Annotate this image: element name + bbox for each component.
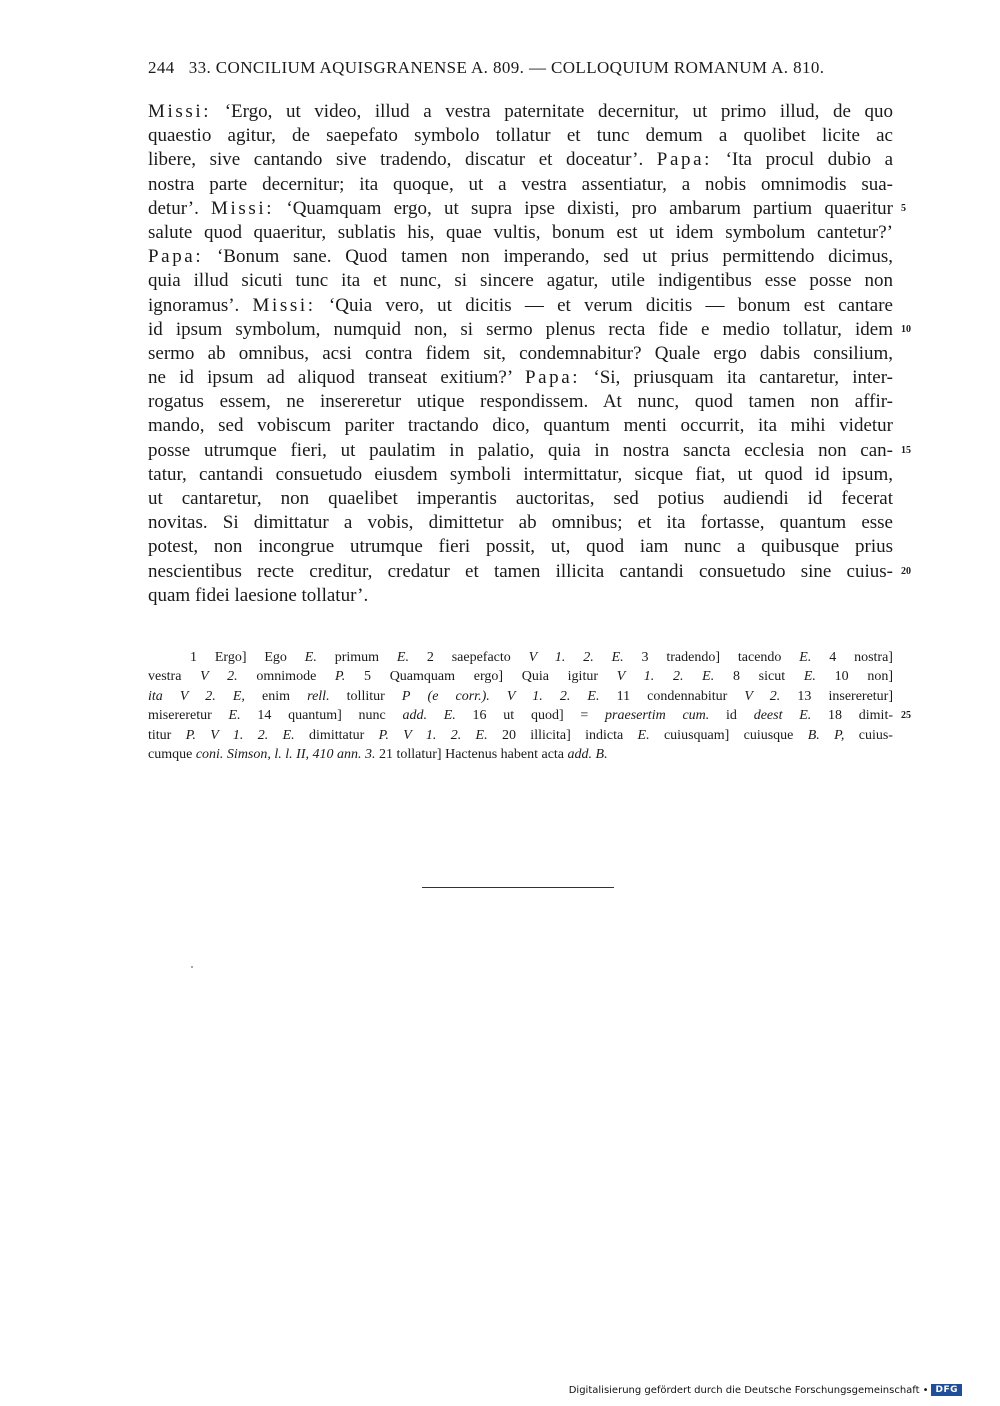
siglum-text: V 2.	[744, 688, 781, 704]
body-line	[148, 584, 893, 608]
text-run: tollitur	[329, 688, 402, 704]
text-run: mando, sed vobiscum pariter tractando dico, quantum menti occurrit, ita mihi videtur	[148, 415, 893, 437]
text-run: ut cantaretur, non quaelibet imperantis auctoritas, sed potius audiendi id fecerat	[148, 488, 893, 509]
text-run: nostra parte decernitur; ita quoque, ut a vestra assentiatur, a nobis omnimodis sua-	[148, 173, 893, 195]
line-number: 20	[901, 565, 911, 577]
text-run: 3 tradendo] tacendo	[623, 650, 800, 665]
text-run: quaestio agitur, de saepefato symbolo tollatur et tunc demum a quolibet licite ac	[148, 125, 893, 147]
speaker-name: Papa:	[148, 246, 204, 268]
line-number: 5	[901, 202, 906, 214]
siglum-text: praesertim cum.	[605, 708, 710, 724]
running-title: 33. CONCILIUM AQUISGRANENSE A. 809. — COLLOQUIUM ROMANUM A. 810.	[188, 58, 825, 77]
apparatus-line	[148, 648, 893, 667]
running-head	[148, 58, 893, 78]
body-line	[148, 173, 893, 197]
dfg-logo-icon: DFG	[931, 1384, 962, 1396]
critical-apparatus	[148, 648, 911, 764]
text-run: 5 Quamquam ergo] Quia igitur	[345, 669, 617, 685]
body-line	[148, 100, 893, 124]
siglum-text: deest E.	[753, 708, 812, 724]
apparatus-line	[148, 706, 911, 725]
siglum-text: P. V 1. 2. E.	[378, 727, 488, 743]
text-run: salute quod quaeritur, sublatis his, quae vultis, bonum est ut idem symbolum cantetur?’	[148, 221, 893, 243]
body-line	[148, 294, 893, 318]
text-run: cuius-	[844, 727, 893, 743]
body-line	[148, 245, 893, 269]
body-line	[148, 342, 893, 366]
text-run: ‘Ita procul dubio a	[712, 149, 893, 171]
body-line	[148, 511, 893, 535]
text-run: cumque	[148, 746, 196, 762]
body-line	[148, 414, 893, 438]
siglum-text: ita V 2. E,	[148, 688, 245, 704]
footer-credit: Digitalisierung gefördert durch die Deutsche Forschungsgemeinschaft	[568, 1384, 920, 1396]
text-run: nescientibus recte creditur, credatur et tamen illicita cantandi consuetudo sine cuius-	[148, 560, 893, 582]
text-run	[410, 689, 427, 704]
siglum-text: E.	[228, 708, 241, 724]
siglum-text: add. B.	[567, 746, 608, 762]
siglum-text: B. P,	[807, 727, 845, 743]
siglum-text: rell.	[307, 688, 330, 704]
body-line	[148, 366, 893, 390]
text-run: enim	[244, 688, 308, 704]
speaker-name: Missi:	[252, 294, 316, 316]
text-run: sermo ab omnibus, acsi contra fidem sit, condemnabitur? Quale ergo dabis consilium,	[148, 342, 893, 364]
page-number: 244	[148, 58, 175, 77]
text-run: ‘Quia vero, ut dicitis — et verum dicitis — bonum est cantare	[315, 294, 893, 316]
siglum-text: add. E.	[402, 708, 456, 724]
text-run: ‘Si, priusquam ita cantaretur, inter-	[580, 367, 893, 389]
speaker-name: Missi:	[211, 197, 275, 219]
siglum-text: E.	[799, 650, 812, 665]
text-run: tatur, cantandi consuetudo eiusdem symboli intermittatur, sicque fiat, ut quod id ipsum,	[148, 463, 893, 485]
siglum-text: V 1. 2. E.	[528, 650, 624, 665]
body-line	[148, 318, 911, 342]
siglum-text: E.	[304, 650, 317, 665]
apparatus-line	[148, 726, 893, 745]
text-run: vestra	[148, 669, 201, 685]
line-number: 15	[901, 444, 911, 456]
line-number: 10	[901, 323, 911, 335]
text-run: 10 non]	[815, 669, 893, 685]
body-line	[148, 560, 911, 584]
text-run: ignoramus’.	[148, 294, 253, 316]
siglum-text: E.	[396, 650, 409, 665]
text-run: ‘Bonum sane. Quod tamen non imperando, sed ut prius permittendo dicimus,	[203, 246, 893, 268]
siglum-text: V 2.	[200, 669, 238, 685]
text-run: 13 insereretur]	[780, 688, 893, 704]
body-line	[148, 221, 893, 245]
text-run: ‘Ergo, ut video, illud a vestra paternitate decernitur, ut primo illud, de quo	[211, 101, 893, 122]
section-divider	[422, 887, 614, 888]
text-run: 11 condennabitur	[599, 688, 745, 704]
body-line	[148, 124, 893, 148]
speaker-name: Papa:	[656, 149, 713, 171]
text-run: ne id ipsum ad aliquod transeat exitium?’	[148, 367, 525, 389]
text-run: 4 nostra]	[811, 650, 893, 665]
speaker-name: Missi:	[148, 101, 212, 122]
text-run: 18 dimit-	[811, 708, 893, 724]
siglum-text: E.	[637, 727, 650, 743]
body-line	[148, 439, 911, 463]
text-run: 20 illicita] indicta	[487, 727, 638, 743]
text-run: titur	[148, 727, 186, 743]
text-run: id	[709, 708, 754, 724]
text-run: 8 sicut	[714, 669, 804, 685]
body-line	[148, 487, 893, 511]
text-run: quam fidei laesione tollatur’.	[148, 584, 369, 606]
text-run: misereretur	[148, 708, 229, 724]
apparatus-line	[148, 745, 893, 764]
footer-separator: •	[922, 1384, 929, 1396]
text-run: primum	[316, 650, 397, 665]
text-run: id ipsum symbolum, numquid non, si sermo plenus recta fide e medio tollatur, idem	[148, 318, 893, 340]
apparatus-line	[148, 667, 893, 686]
text-run: cuiusquam] cuiusque	[649, 727, 808, 743]
text-run: potest, non incongrue utrumque fieri possit, ut, quod iam nunc a quibusque prius	[148, 536, 893, 558]
siglum-text: (e corr.). V 1. 2. E.	[427, 688, 600, 704]
main-text	[148, 100, 911, 608]
text-run: 1 Ergo] Ego	[190, 650, 305, 665]
text-run: 21 tollatur] Hactenus habent acta	[375, 746, 568, 762]
siglum-text: V 1. 2. E.	[616, 669, 715, 685]
footer	[569, 1384, 962, 1396]
text-run: quia illud sicuti tunc ita et nunc, si sincere agatur, utile indigentibus esse posse non	[148, 270, 893, 292]
line-number: 25	[901, 710, 911, 722]
text-run: ‘Quamquam ergo, ut supra ipse dixisti, pro ambarum partium quaeritur	[274, 197, 893, 219]
body-line	[148, 535, 893, 559]
text-run: novitas. Si dimittatur a vobis, dimittetur ab omnibus; et ita fortasse, quantum esse	[148, 512, 893, 534]
text-run: rogatus essem, ne insereretur utique respondissem. At nunc, quod tamen non affir-	[148, 391, 893, 413]
body-line	[148, 463, 893, 487]
text-run: omnimode	[237, 669, 336, 685]
text-run: libere, sive cantando sive tradendo, discatur et doceatur’.	[148, 149, 657, 171]
siglum-text: E.	[803, 669, 816, 685]
text-run: 14 quantum] nunc	[240, 708, 403, 724]
siglum-text: P	[401, 688, 411, 704]
text-run: 2 saepefacto	[408, 650, 529, 665]
body-line	[148, 390, 893, 414]
speaker-name: Papa:	[524, 367, 581, 389]
siglum-text: P. V 1. 2. E.	[185, 727, 295, 743]
text-run: dimittatur	[294, 727, 379, 743]
text-run: 16 ut quod] =	[455, 708, 606, 724]
siglum-text: coni. Simson, l. l. II, 410 ann. 3.	[195, 746, 376, 762]
text-run: detur’.	[148, 197, 212, 219]
body-line	[148, 269, 893, 293]
text-run: posse utrumque fieri, ut paulatim in palatio, quia in nostra sancta ecclesia non can-	[148, 439, 893, 461]
apparatus-line	[148, 687, 893, 706]
body-line	[148, 197, 906, 221]
scan-speck	[191, 966, 193, 968]
siglum-text: P.	[335, 669, 346, 685]
body-line	[148, 148, 893, 172]
